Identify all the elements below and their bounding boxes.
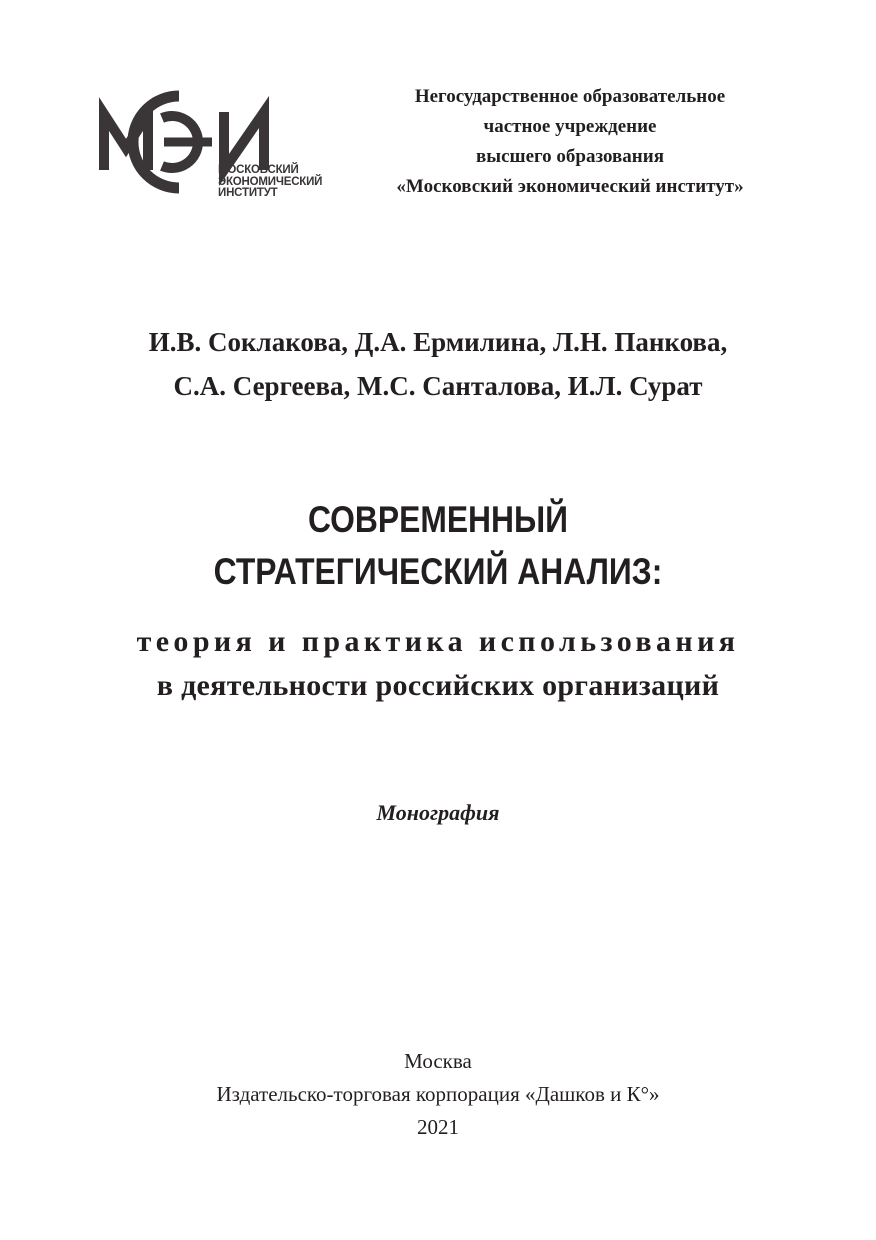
subtitle-line: теория и практика использования	[136, 625, 740, 658]
logo-caption	[218, 165, 322, 200]
genre-label: Монография	[376, 800, 500, 825]
subtitle-line: в деятельности российских организаций	[156, 669, 720, 702]
institution-line: Негосударственное образовательное	[414, 86, 726, 107]
book-title	[61, 494, 814, 598]
authors-line: И.В. Соклакова, Д.А. Ермилина, Л.Н. Панкова,	[148, 327, 728, 357]
logo-caption-line: ЭКОНОМИЧЕСКИЙ	[218, 175, 323, 188]
imprint-year: 2021	[417, 1115, 459, 1139]
logo-caption-line: МОСКОВСКИЙ	[218, 164, 299, 176]
institution-line: высшего образования	[476, 146, 664, 167]
title-line: СТРАТЕГИЧЕСКИЙ АНАЛИЗ:	[213, 551, 663, 592]
institution-name	[360, 82, 780, 202]
logo-caption-line: ИНСТИТУТ	[218, 187, 278, 199]
authors	[0, 320, 876, 408]
institute-logo	[96, 82, 358, 208]
institution-line: частное учреждение	[483, 116, 657, 137]
imprint-city: Москва	[404, 1049, 472, 1073]
title-line: СОВРЕМЕННЫЙ	[307, 499, 569, 540]
imprint-publisher: Издательско-торговая корпорация «Дашков и К°»	[216, 1082, 660, 1106]
authors-line: С.А. Сергеева, М.С. Санталова, И.Л. Сурат	[173, 371, 703, 401]
imprint	[0, 1045, 876, 1144]
institution-line: «Московский экономический институт»	[396, 176, 744, 197]
